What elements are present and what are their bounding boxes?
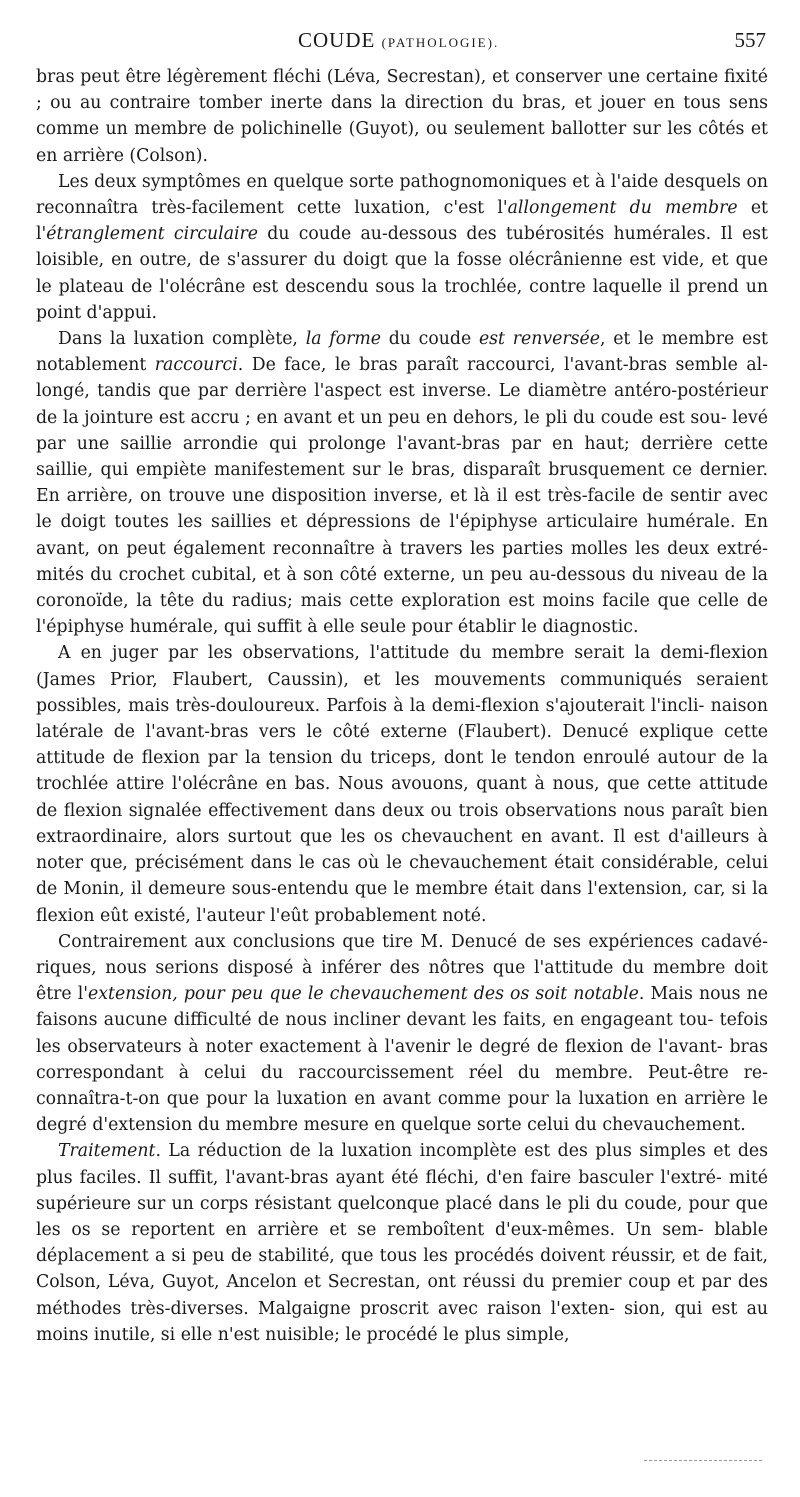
text-run: du coude [380, 329, 479, 350]
running-title-main: COUDE [298, 28, 376, 52]
paragraph-2 [36, 169, 768, 326]
paragraph-1 [36, 64, 768, 169]
italic-text: étranglement circulaire [46, 224, 259, 245]
text-run: . De face, le bras paraît raccourci, l'avant-bras semble al- longé, tandis que par derrière l'aspect est inverse. Le diamètre antéro-postérieur de la jointure est accru ; en avant et un peu en dehors, le pli du coude est sou- levé par une saillie arrondie qui prolonge l'avant-bras par en haut; derrière cette saillie, qui empiète manifestement sur le bras, disparaît brusquement ce dernier. En arrière, on trouve une disposition inverse, et là il est très-facile de sentir avec le doigt toutes les saillies et dépressions de l'épiphyse articulaire humérale. En avant, on peut également reconnaître à travers les parties molles les deux extré- mités du crochet cubital, et à son côté externe, un peu au-dessous du niveau de la coronoïde, la tête du radius; mais cette exploration est moins facile que celle de l'épiphyse humérale, qui suffit à elle seule pour établir le diagnostic. [36, 355, 769, 638]
paragraph-5 [36, 929, 768, 1139]
italic-text: raccourci [154, 355, 238, 376]
running-head [36, 28, 768, 60]
italic-text: allongement du membre [507, 198, 738, 219]
italic-text: la forme [305, 329, 381, 350]
italic-text: extension, pour peu que le chevauchement des os soit notable [88, 984, 639, 1005]
text-run: du coude au-dessous des tubérosités humérales. Il est loisible, en outre, de s'assurer du doigt que la fosse olécrânienne est vide, et que le plateau de l'olécrâne est descendu sous la trochlée, contre laquelle il prend un point d'appui. [36, 224, 768, 323]
text-run: et l' [36, 198, 768, 245]
footer-rule [644, 1460, 762, 1461]
italic-text: Traitement [58, 1141, 156, 1162]
page-number: 557 [734, 28, 766, 52]
text-run: , et le membre est notablement [36, 329, 769, 376]
text-run: A en juger par les observations, l'attitude du membre serait la demi-flexion (James Prior, Flaubert, Caussin), et les mouvements communiqués seraient possibles, mais très-douloureux. Parfois à la demi-flexion s'ajouterait l'incli- naison latérale de l'avant-bras vers le côté externe (Flaubert). Denucé explique cette attitude de flexion par la tension du triceps, dont le tendon enroulé autour de la trochlée attire l'olécrâne en bas. Nous avouons, quant à nous, que cette attitude de flexion signalée effectivement dans deux ou trois observations nous paraît bien extraordinaire, alors surtout que les os chevauchent en avant. Il est d'ailleurs à noter que, précisément dans le cas où le chevauchement était considérable, celui de Monin, il demeure sous-entendu que le membre était dans l'extension, car, si la flexion eût existé, l'auteur l'eût probablement noté. [36, 643, 768, 926]
text-run: Les deux symptômes en quelque sorte pathognomoniques et à l'aide desquels on reconnaîtra très-facilement cette luxation, c'est l' [36, 171, 768, 219]
text-run: . La réduction de la luxation incomplète est des plus simples et des plus faciles. Il suffit, l'avant-bras ayant été fléchi, d'en faire basculer l'extré- mité supérieure sur un corps résistant quelconque placé dans le pli du coude, pour que les os se reportent en arrière et se remboîtent d'eux-mêmes. Un sem- blable déplacement a si peu de stabilité, que tous les procédés doivent réussir, et de fait, Colson, Léva, Guyot, Ancelon et Secrestan, ont réussi du premier coup et par des méthodes très-diverses. Malgaigne proscrit avec raison l'exten- sion, qui est au moins inutile, si elle n'est nuisible; le procédé le plus simple, [36, 1141, 768, 1345]
text-run: . Mais nous ne faisons aucune difficulté de nous incliner devant les faits, en engageant tou- tefois les observateurs à noter exactement à l'avenir le degré de flexion de l'avant- bras correspondant à celui du raccourcissement réel du membre. Peut-être re- connaîtra-t-on que pour la luxation en avant comme pour la luxation en arrière le degré d'extension du membre mesure en quelque sorte celui du chevauchement. [36, 984, 768, 1136]
paragraph-4 [36, 640, 768, 928]
running-title-section: (PATHOLOGIE). [381, 35, 500, 50]
text-run: Contrairement aux conclusions que tire M. Denucé de ses expériences cadavé- riques, nous serions disposé à inférer des nôtres que l'attitude du membre doit être l' [36, 931, 768, 1005]
italic-text: est renversée [478, 329, 600, 350]
running-title [298, 28, 499, 53]
text-run: bras peut être légèrement fléchi (Léva, Secrestan), et conserver une certaine fixité ; ou au contraire tomber inerte dans la direction du bras, et jouer en tous sens comme un membre de polichinelle (Guyot), ou seulement ballotter sur les côtés et en arrière (Colson). [36, 67, 768, 166]
text-run: Dans la luxation complète, [58, 329, 306, 350]
paragraph-6 [36, 1138, 768, 1348]
paragraph-3 [36, 326, 768, 640]
book-page [36, 28, 768, 1348]
body-text [36, 64, 768, 1348]
